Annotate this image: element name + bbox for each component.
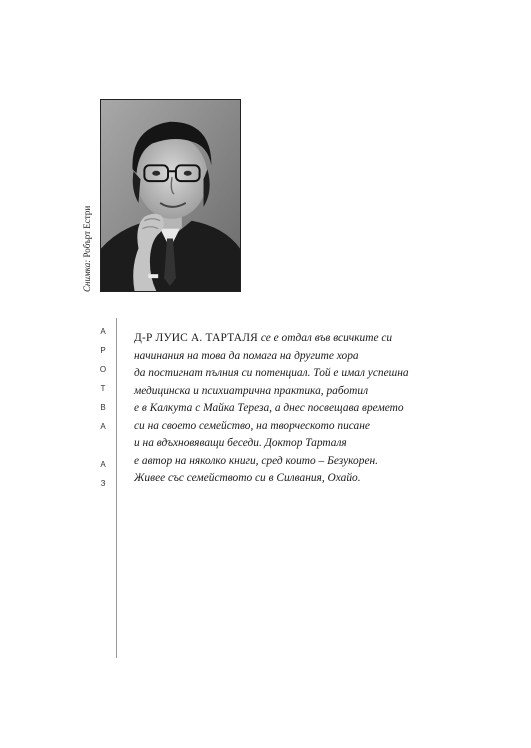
- author-portrait-image: [101, 100, 240, 291]
- heading-letter: В: [100, 403, 106, 412]
- bio-text: .: [375, 454, 379, 467]
- heading-letter: Т: [100, 384, 106, 393]
- bio-line: медицинска и психиатрична практика, работил: [134, 384, 369, 397]
- bio-line: начинания на това да помага на другите хора: [134, 349, 359, 362]
- heading-letter: А: [100, 327, 106, 336]
- book-title: Безукорен: [327, 454, 376, 467]
- bio-line: е в Калкута с Майка Тереза, а днес посвещава времето: [134, 402, 404, 414]
- heading-letter: Р: [100, 346, 106, 355]
- bio-line: [134, 453, 434, 471]
- heading-letter: А: [100, 460, 106, 469]
- photo-credit: [82, 182, 92, 292]
- bio-text: е автор на няколко книги, сред които –: [134, 454, 328, 467]
- bio-line: да постигнат пълния си потенциал. Той е имал успешна: [134, 367, 409, 379]
- bio-line: Живее със семейството си в Силвания, Охайо.: [134, 472, 361, 484]
- bio-line: и на вдъхновяващи беседи. Доктор Тарталя: [134, 437, 347, 449]
- bio-line: [134, 330, 434, 348]
- heading-letter: О: [99, 365, 107, 374]
- photo-credit-label: Снимка:: [82, 259, 92, 292]
- photo-credit-name: Робърт Естри: [82, 205, 92, 258]
- heading-letter: А: [100, 422, 106, 431]
- about-the-author-vertical-heading: [96, 322, 110, 493]
- vertical-rule: [116, 318, 117, 658]
- author-name: Д-Р ЛУИС А. ТАРТАЛЯ: [134, 332, 258, 344]
- heading-letter: З: [100, 479, 106, 488]
- author-bio: [134, 330, 434, 488]
- author-photo: [100, 99, 241, 292]
- bio-line: си на своето семейство, на творческото писане: [134, 419, 370, 432]
- bio-text: се е отдал във всичките си: [257, 332, 393, 344]
